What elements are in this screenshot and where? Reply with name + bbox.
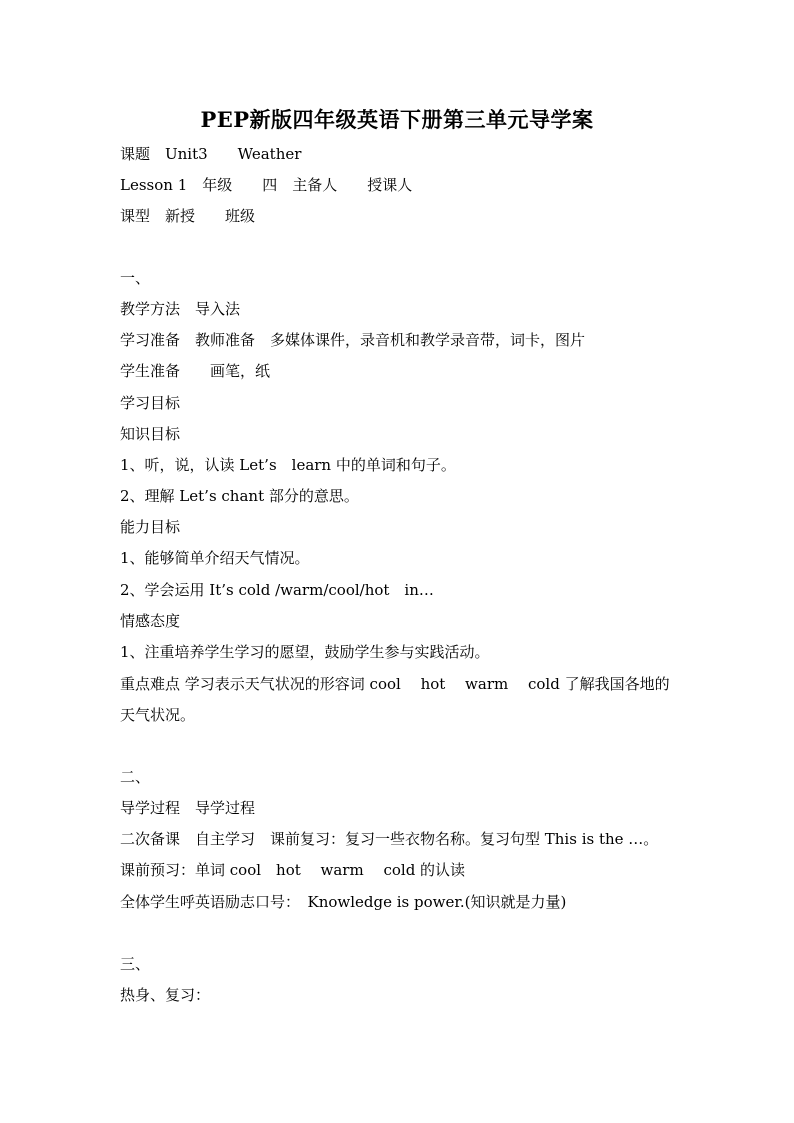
course-type-line: 课型 新授 班级 [120,207,256,225]
course-topic-line: 课题 Unit3 Weather [120,145,302,163]
preview-line: 课前预习：单词 cool hot warm cold 的认读 [120,861,466,879]
attitude-heading: 情感态度 [120,612,181,630]
key-points-line: 重点难点 学习表示天气状况的形容词 cool hot warm cold 了解我国各地的 [120,675,670,693]
ability-goals-heading: 能力目标 [120,518,181,536]
warmup-review-line: 热身、复习： [120,986,211,1004]
preparation-student-line: 学生准备 画笔，纸 [120,362,271,380]
document-title: PEP新版四年级英语下册第三单元导学案 [200,107,594,132]
guidance-process-line: 导学过程 导学过程 [120,799,256,817]
ability-goal-2: 2、学会运用 It’s cold /warm/cool/hot in… [120,581,434,599]
knowledge-goal-1: 1、听，说，认读 Let’s learn 中的单词和句子。 [120,456,456,474]
preparation-teacher-line: 学习准备 教师准备 多媒体课件，录音机和教学录音带，词卡，图片 [120,331,586,349]
teaching-method-line: 教学方法 导入法 [120,300,241,318]
section-two-heading: 二、 [120,768,151,786]
learning-goals-heading: 学习目标 [120,394,181,412]
key-points-continuation: 天气状况。 [120,706,196,724]
slogan-line: 全体学生呼英语励志口号： Knowledge is power.(知识就是力量) [120,893,567,911]
attitude-goal-1: 1、注重培养学生学习的愿望，鼓励学生参与实践活动。 [120,643,490,661]
section-three-heading: 三、 [120,955,151,973]
knowledge-goals-heading: 知识目标 [120,425,181,443]
ability-goal-1: 1、能够简单介绍天气情况。 [120,549,310,567]
lesson-info-line: Lesson 1 年级 四 主备人 授课人 [120,176,413,194]
knowledge-goal-2: 2、理解 Let’s chant 部分的意思。 [120,487,359,505]
self-study-line: 二次备课 自主学习 课前复习：复习一些衣物名称。复习句型 This is the …。 [120,830,659,848]
section-one-heading: 一、 [120,269,151,287]
